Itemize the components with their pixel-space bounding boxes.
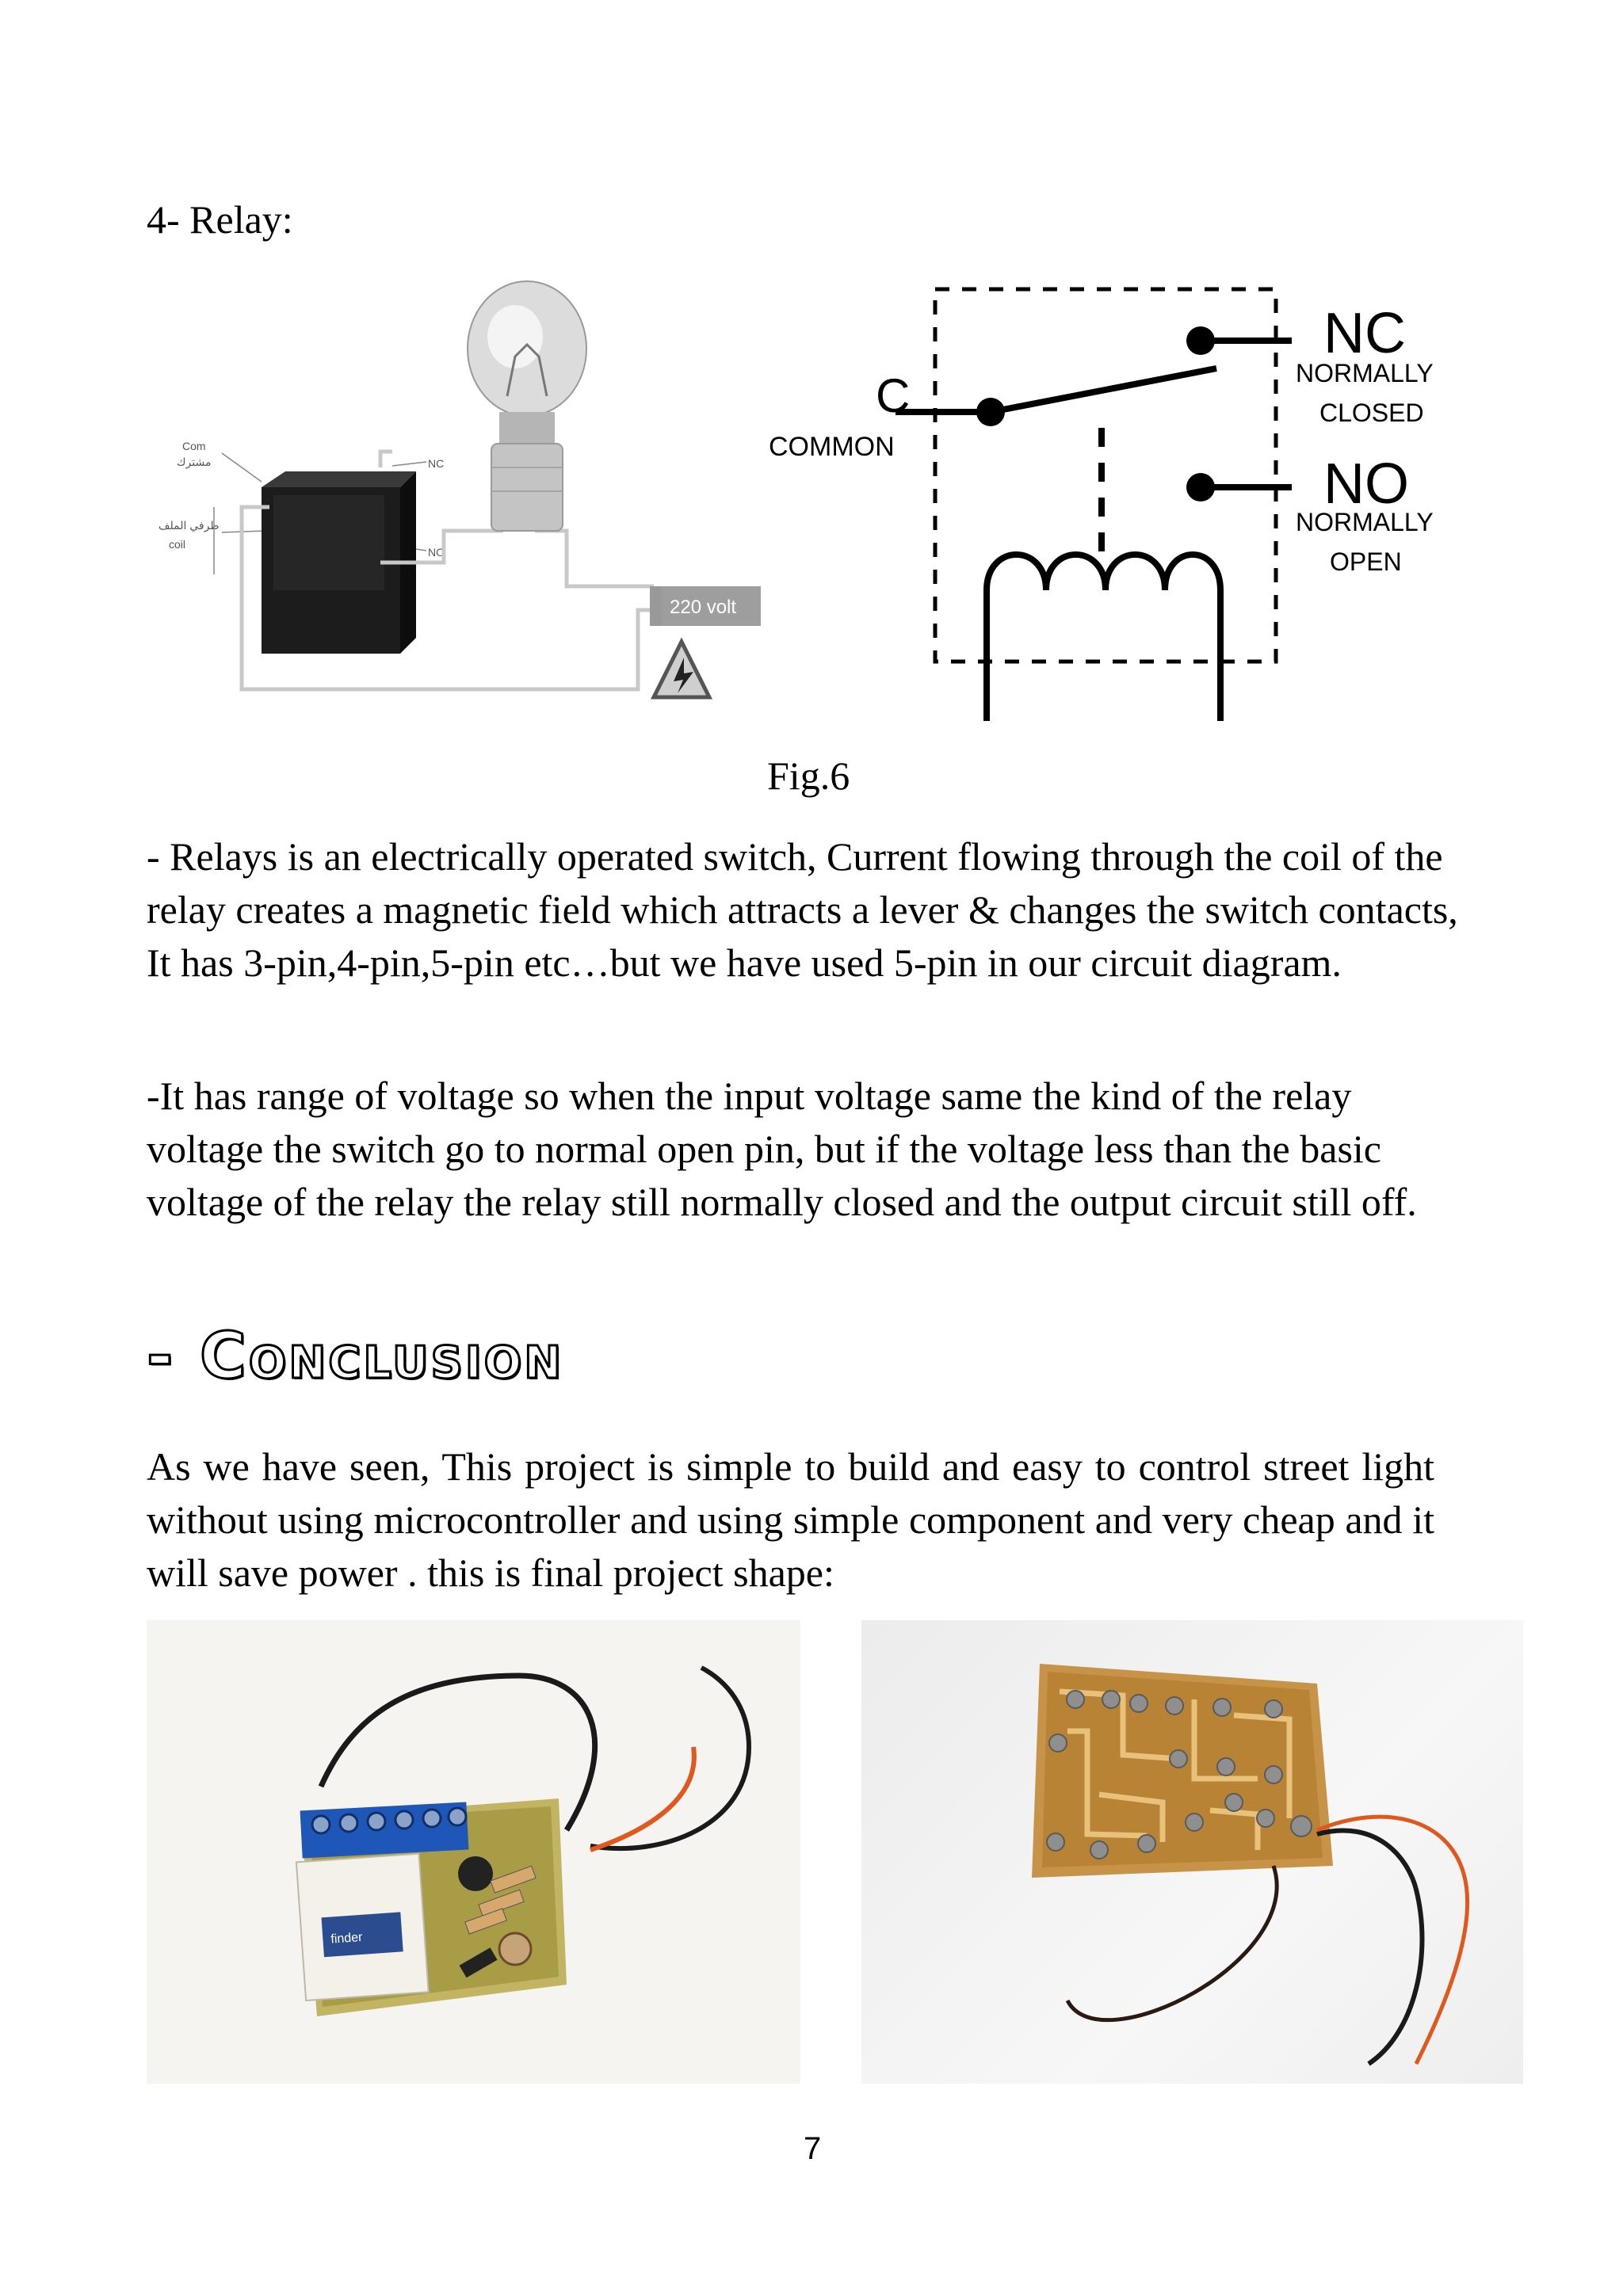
- com-arabic-label: مشترك: [177, 456, 212, 468]
- no-schematic-label: NO: [1323, 452, 1409, 516]
- svg-text:NORMALLY: NORMALLY: [1296, 359, 1434, 387]
- relay-description-paragraph: - Relays is an electrically operated switch, Current flowing through the coil of the relay creates a magnetic field which attracts a lever & changes the switch contacts, It has 3-pin,4-pin,5-pin etc…but we have used 5-pin in our circuit diagram.: [147, 834, 1458, 985]
- com-label: Com: [182, 440, 206, 452]
- svg-text:CLOSED: CLOSED: [1319, 399, 1424, 427]
- relay-schematic-diagram: [761, 277, 1458, 721]
- relay-voltage-paragraph: -It has range of voltage so when the input voltage same the kind of the relay voltage the switch go to normal open pin, but if the voltage less than the basic voltage of the relay the relay still normally closed and the output circuit still off.: [147, 1074, 1417, 1224]
- relay-brand-label: finder: [330, 1930, 364, 1947]
- conclusion-paragraph: As we have seen, This project is simple to build and easy to control street light without using microcontroller and using simple component and very cheap and it will save power . this is final project shape:: [147, 1444, 1434, 1595]
- coil-label: coil: [169, 538, 186, 551]
- conclusion-heading: - Conclusion: [147, 1319, 564, 1393]
- c-label: C: [876, 369, 911, 422]
- light-bulb-icon: [468, 281, 586, 531]
- svg-text:NORMALLY: NORMALLY: [1296, 508, 1434, 536]
- page-number: 7: [804, 2131, 822, 2166]
- svg-text:OPEN: OPEN: [1330, 547, 1402, 576]
- section-heading: 4- Relay:: [147, 197, 293, 242]
- project-photo-bottom: [861, 1620, 1523, 2084]
- common-label: COMMON: [769, 432, 895, 462]
- svg-text:220 volt: 220 volt: [670, 597, 737, 618]
- nc-schematic-label: NC: [1323, 302, 1406, 365]
- project-photo-top: [147, 1620, 800, 2084]
- figure-caption: Fig.6: [767, 753, 850, 798]
- high-voltage-warning-icon: [654, 642, 709, 697]
- no-label: NO: [428, 546, 445, 559]
- nc-label: NC: [428, 457, 445, 470]
- power-supply-label: [650, 586, 761, 626]
- coil-arabic-label: طرفي الملف: [158, 519, 220, 532]
- relay-wiring-diagram: [155, 269, 765, 737]
- coil-symbol: [987, 555, 1220, 721]
